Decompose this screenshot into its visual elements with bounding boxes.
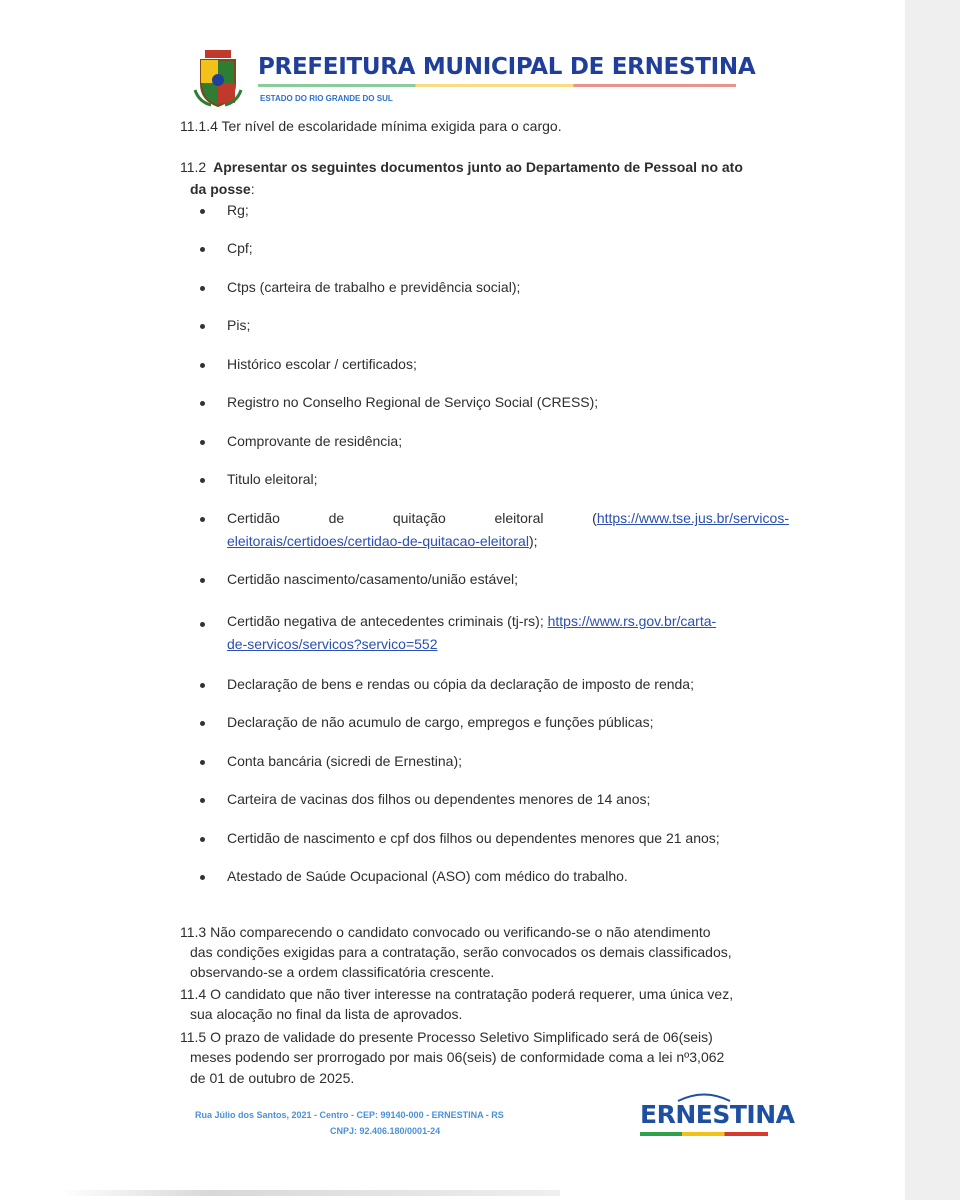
bullet-icon [200,683,205,688]
list-item-quitacao-cont [227,530,538,553]
municipal-crest-icon [193,50,243,108]
section-11-3-line2: das condições exigidas para a contratação, serão convocados os demais classificados, [190,944,732,960]
header-state: ESTADO DO RIO GRANDE DO SUL [260,94,393,103]
bullet-icon [200,247,205,252]
bullet-icon [200,478,205,483]
section-11-2-line2 [190,178,255,201]
rs-link-part1[interactable]: https://www.rs.gov.br/carta- [547,613,717,629]
quitacao-word: eleitoral [494,510,544,526]
list-item-vacinas: Carteira de vacinas dos filhos ou dependentes menores de 14 anos; [227,791,651,807]
bullet-icon [200,363,205,368]
page-margin-strip [905,0,960,1200]
list-item-antecedentes-cont [227,633,437,656]
bullet-icon [200,875,205,880]
bullet-icon [200,286,205,291]
footer-address: Rua Júlio dos Santos, 2021 - Centro - CEP: 99140-000 - ERNESTINA - RS [195,1110,504,1120]
list-item-cress: Registro no Conselho Regional de Serviço Social (CRESS); [227,394,599,410]
bullet-icon [200,324,205,329]
section-11-1-4: 11.1.4 Ter nível de escolaridade mínima exigida para o cargo. [180,118,562,134]
header-color-strip [258,84,736,87]
section-11-5-line2: meses podendo ser prorrogado por mais 06(seis) de conformidade coma a lei nº3,062 [190,1049,725,1065]
section-11-2-colon: : [250,181,255,197]
section-11-2-line1 [180,156,743,179]
list-item-aso: Atestado de Saúde Ocupacional (ASO) com médico do trabalho. [227,868,628,884]
list-item-certidao-filhos: Certidão de nascimento e cpf dos filhos ou dependentes menores que 21 anos; [227,830,720,846]
footer-logo-strip [640,1132,768,1136]
bullet-icon [200,622,205,627]
list-item-antecedentes [227,610,716,633]
header-title: PREFEITURA MUNICIPAL DE ERNESTINA [258,54,756,80]
bullet-icon [200,440,205,445]
list-item-rg: Rg; [227,202,249,218]
list-item-conta: Conta bancária (sicredi de Ernestina); [227,753,463,769]
bullet-icon [200,578,205,583]
bullet-icon [200,401,205,406]
antecedentes-label: Certidão negativa de antecedentes criminais (tj-rs); [227,613,544,629]
section-11-2-heading-cont: da posse [190,181,251,197]
bullet-icon [200,837,205,842]
scan-smear [60,1190,560,1196]
tse-link-part2[interactable]: eleitorais/certidoes/certidao-de-quitacao-eleitoral [227,533,529,549]
section-11-4-line1: 11.4 O candidato que não tiver interesse na contratação poderá requerer, uma única vez, [180,986,734,1002]
quitacao-word: de [328,510,345,526]
bullet-icon [200,209,205,214]
section-11-2-heading: Apresentar os seguintes documentos junto ao Departamento de Pessoal no ato [213,159,743,175]
bullet-icon [200,517,205,522]
list-item-historico: Histórico escolar / certificados; [227,356,417,372]
list-item-acumulo: Declaração de não acumulo de cargo, empregos e funções públicas; [227,714,654,730]
paren-open: ( [592,510,597,526]
list-item-ctps: Ctps (carteira de trabalho e previdência social); [227,279,521,295]
section-11-4-line2: sua alocação no final da lista de aprovados. [190,1006,463,1022]
list-item-titulo: Titulo eleitoral; [227,471,318,487]
section-11-3-line3: observando-se a ordem classificatória crescente. [190,964,495,980]
footer-logo: ERNESTINA [640,1100,795,1129]
list-item-cpf: Cpf; [227,240,253,256]
section-11-5-line1: 11.5 O prazo de validade do presente Processo Seletivo Simplificado será de 06(seis) [180,1029,713,1045]
list-item-quitacao [227,507,789,530]
quitacao-word: Certidão [227,510,280,526]
bullet-icon [200,760,205,765]
section-11-5-line3: de 01 de outubro de 2025. [190,1070,355,1086]
paren-close: ); [528,533,538,549]
rs-link-part2[interactable]: de-servicos/servicos?servico=552 [227,636,438,652]
list-item-bens: Declaração de bens e rendas ou cópia da declaração de imposto de renda; [227,676,694,692]
list-item-pis: Pis; [227,317,251,333]
bullet-icon [200,721,205,726]
list-item-comprovante: Comprovante de residência; [227,433,403,449]
section-11-2-number: 11.2 [180,159,207,175]
footer-cnpj: CNPJ: 92.406.180/0001-24 [330,1126,441,1136]
section-11-3-line1: 11.3 Não comparecendo o candidato convocado ou verificando-se o não atendimento [180,924,711,940]
list-item-nascimento: Certidão nascimento/casamento/união estável; [227,571,519,587]
quitacao-word: quitação [392,510,446,526]
bullet-icon [200,798,205,803]
tse-link-part1[interactable]: https://www.tse.jus.br/servicos- [596,510,789,526]
